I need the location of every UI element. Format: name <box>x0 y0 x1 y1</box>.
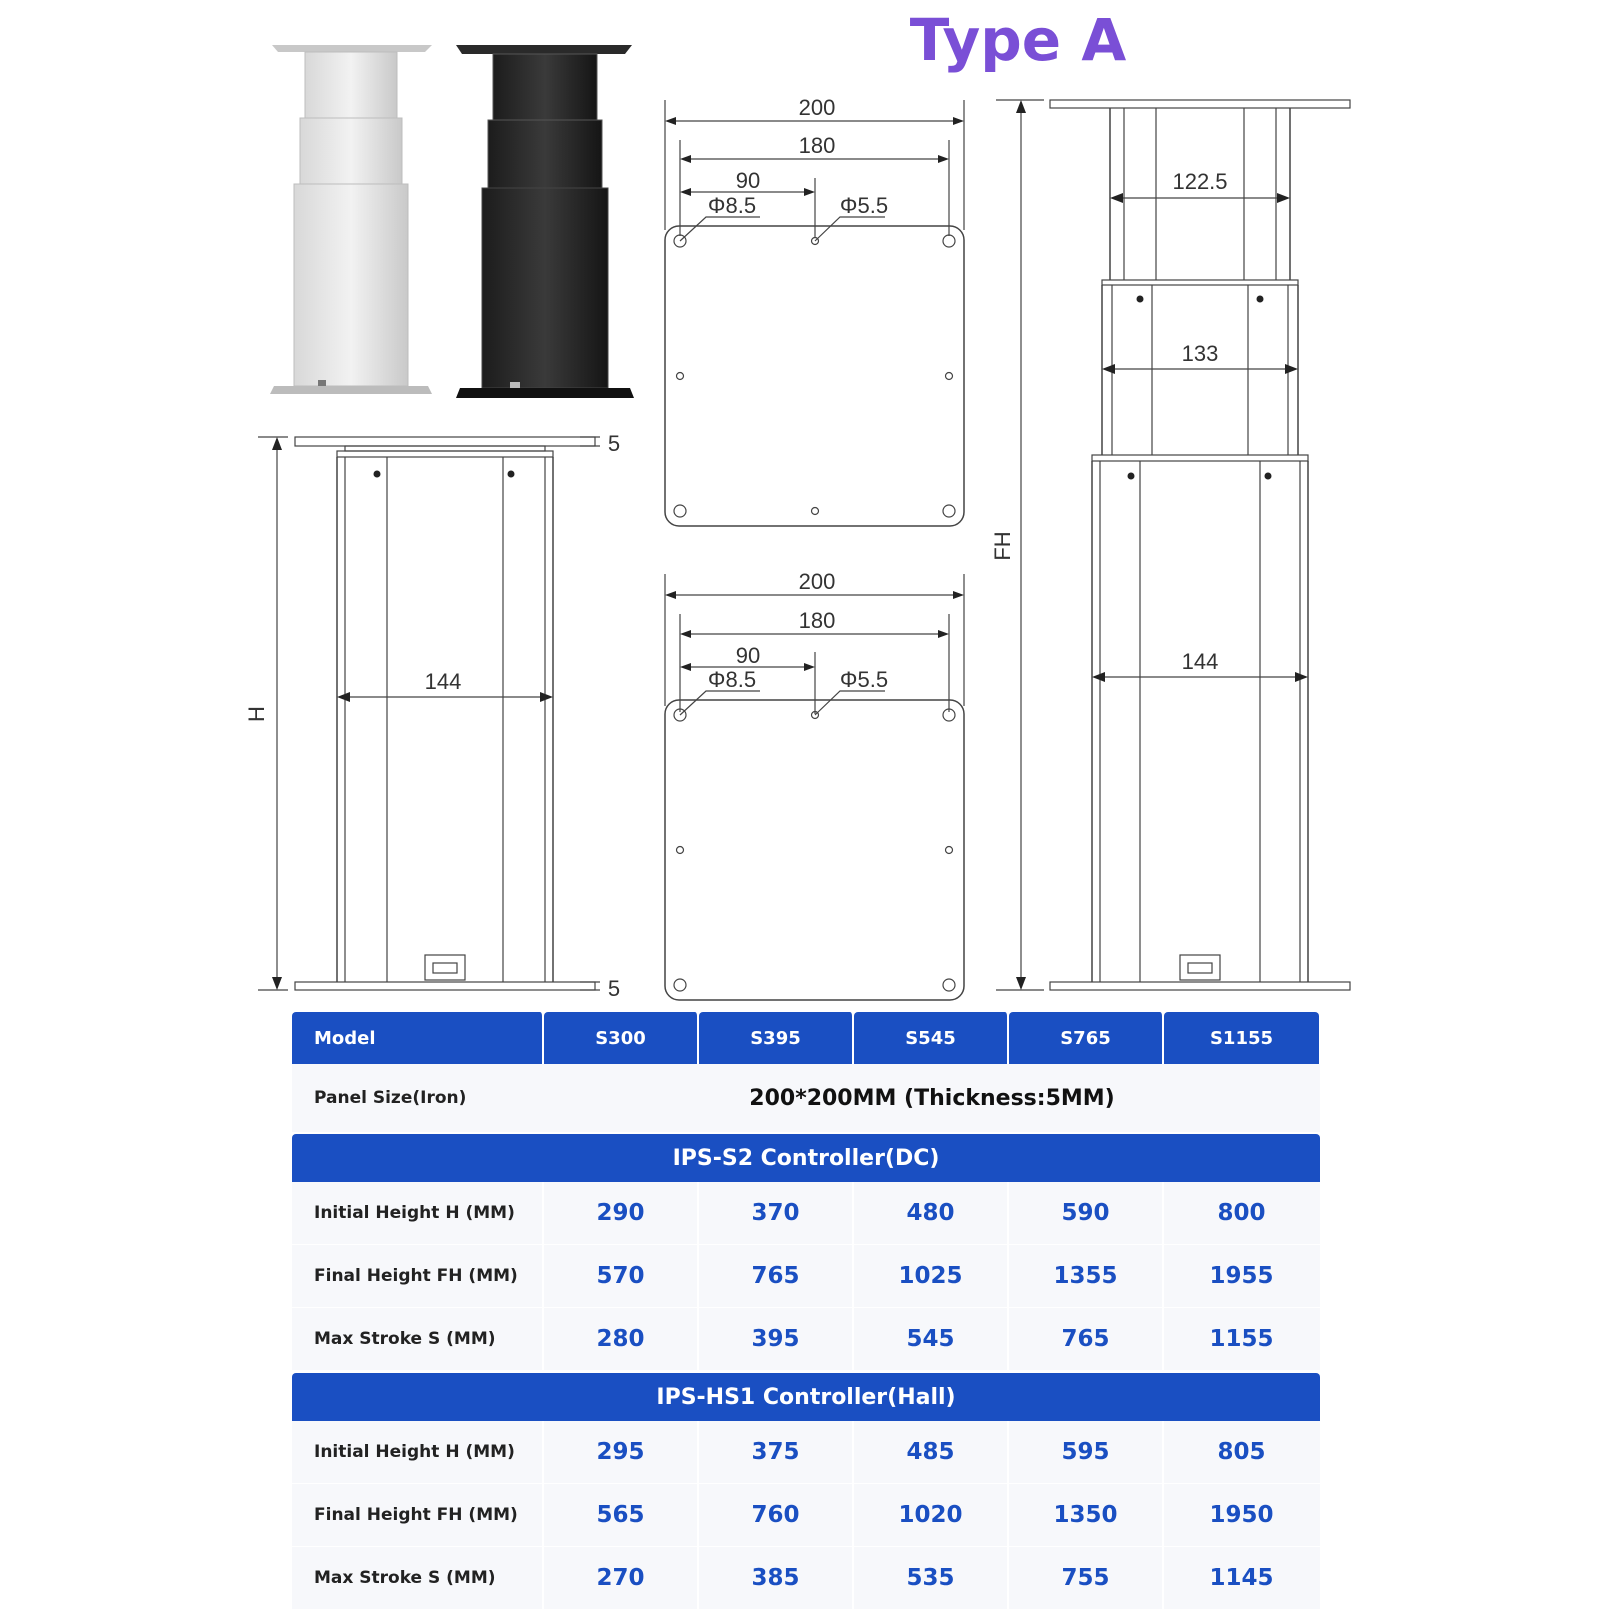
column-width-label: 144 <box>424 669 462 694</box>
stage3-width-label: 144 <box>1181 649 1219 674</box>
table-cell: 755 <box>1009 1547 1164 1609</box>
table-cell: 1355 <box>1009 1245 1164 1307</box>
table-row <box>292 1547 1320 1610</box>
row-label: Initial Height H (MM) <box>292 1421 544 1483</box>
table-row <box>292 1421 1320 1484</box>
table-cell: 1950 <box>1209 1502 1274 1528</box>
row-label: Final Height FH (MM) <box>292 1484 544 1546</box>
model-s395-header: S395 <box>699 1012 854 1064</box>
table-cell: 270 <box>544 1547 699 1609</box>
model-s300-header: S300 <box>544 1012 699 1064</box>
panel-bottom-hole-small-label: Φ5.5 <box>839 667 889 692</box>
panel-bottom-half-span-label: 90 <box>735 643 761 668</box>
panel-size-value: 200*200MM (Thickness:5MM) <box>749 1085 1115 1111</box>
table-cell: 395 <box>699 1308 854 1370</box>
table-cell: 1025 <box>854 1245 1009 1307</box>
silver-column-image <box>270 45 432 394</box>
panel-bottom-hole-span-label: 180 <box>798 608 836 633</box>
table-cell: 1145 <box>1209 1565 1274 1591</box>
table-cell: 805 <box>1217 1439 1266 1465</box>
table-cell: 290 <box>544 1182 699 1244</box>
table-cell: 1350 <box>1009 1484 1164 1546</box>
model-s1155-header: S1155 <box>1164 1012 1319 1064</box>
table-cell: 760 <box>699 1484 854 1546</box>
panel-top-drawing <box>665 100 964 526</box>
table-cell: 765 <box>699 1245 854 1307</box>
height-h-label: H <box>244 706 269 722</box>
table-row <box>292 1484 1320 1547</box>
panel-size-row <box>292 1064 1320 1132</box>
stage1-width-label: 122.5 <box>1172 169 1228 194</box>
table-cell: 545 <box>854 1308 1009 1370</box>
table-cell: 1955 <box>1209 1263 1274 1289</box>
table-row <box>292 1182 1320 1245</box>
table-cell: 480 <box>854 1182 1009 1244</box>
table-row <box>292 1245 1320 1308</box>
black-column-image <box>456 45 634 398</box>
table-cell: 800 <box>1217 1200 1266 1226</box>
row-label: Max Stroke S (MM) <box>292 1547 544 1609</box>
model-s545-header: S545 <box>854 1012 1009 1064</box>
panel-top-hole-large-label: Φ8.5 <box>707 193 757 218</box>
table-cell: 570 <box>544 1245 699 1307</box>
panel-top-hole-span-label: 180 <box>798 133 836 158</box>
panel-top-hole-small-label: Φ5.5 <box>839 193 889 218</box>
section-title-dc: IPS-S2 Controller(DC) <box>292 1134 1320 1182</box>
table-cell: 375 <box>699 1421 854 1483</box>
panel-size-label: Panel Size(Iron) <box>314 1088 467 1108</box>
column-retracted-drawing <box>258 437 600 990</box>
table-cell: 590 <box>1009 1182 1164 1244</box>
column-extended-drawing <box>996 100 1350 990</box>
table-cell: 385 <box>699 1547 854 1609</box>
model-s765-header: S765 <box>1009 1012 1164 1064</box>
final-height-fh-label: FH <box>990 531 1015 561</box>
panel-bottom-width-label: 200 <box>798 569 836 594</box>
table-cell: 485 <box>854 1421 1009 1483</box>
row-label: Initial Height H (MM) <box>292 1182 544 1244</box>
top-plate-thickness-label: 5 <box>607 431 621 456</box>
table-cell: 370 <box>699 1182 854 1244</box>
model-header: Model <box>292 1012 544 1064</box>
section-title-hall: IPS-HS1 Controller(Hall) <box>292 1373 1320 1421</box>
table-cell: 1020 <box>854 1484 1009 1546</box>
table-cell: 1155 <box>1209 1326 1274 1352</box>
table-cell: 280 <box>544 1308 699 1370</box>
row-label: Final Height FH (MM) <box>292 1245 544 1307</box>
table-row <box>292 1308 1320 1371</box>
table-header-row <box>292 1012 1320 1064</box>
spec-table <box>292 1012 1320 1610</box>
table-cell: 765 <box>1009 1308 1164 1370</box>
page-title: Type A <box>909 6 1127 74</box>
table-cell: 535 <box>854 1547 1009 1609</box>
panel-top-half-span-label: 90 <box>735 168 761 193</box>
table-cell: 595 <box>1009 1421 1164 1483</box>
table-cell: 295 <box>544 1421 699 1483</box>
bottom-plate-thickness-label: 5 <box>607 976 621 1001</box>
stage2-width-label: 133 <box>1181 341 1219 366</box>
table-cell: 565 <box>544 1484 699 1546</box>
row-label: Max Stroke S (MM) <box>292 1308 544 1370</box>
panel-bottom-drawing <box>665 574 964 1000</box>
panel-bottom-hole-large-label: Φ8.5 <box>707 667 757 692</box>
panel-top-width-label: 200 <box>798 95 836 120</box>
